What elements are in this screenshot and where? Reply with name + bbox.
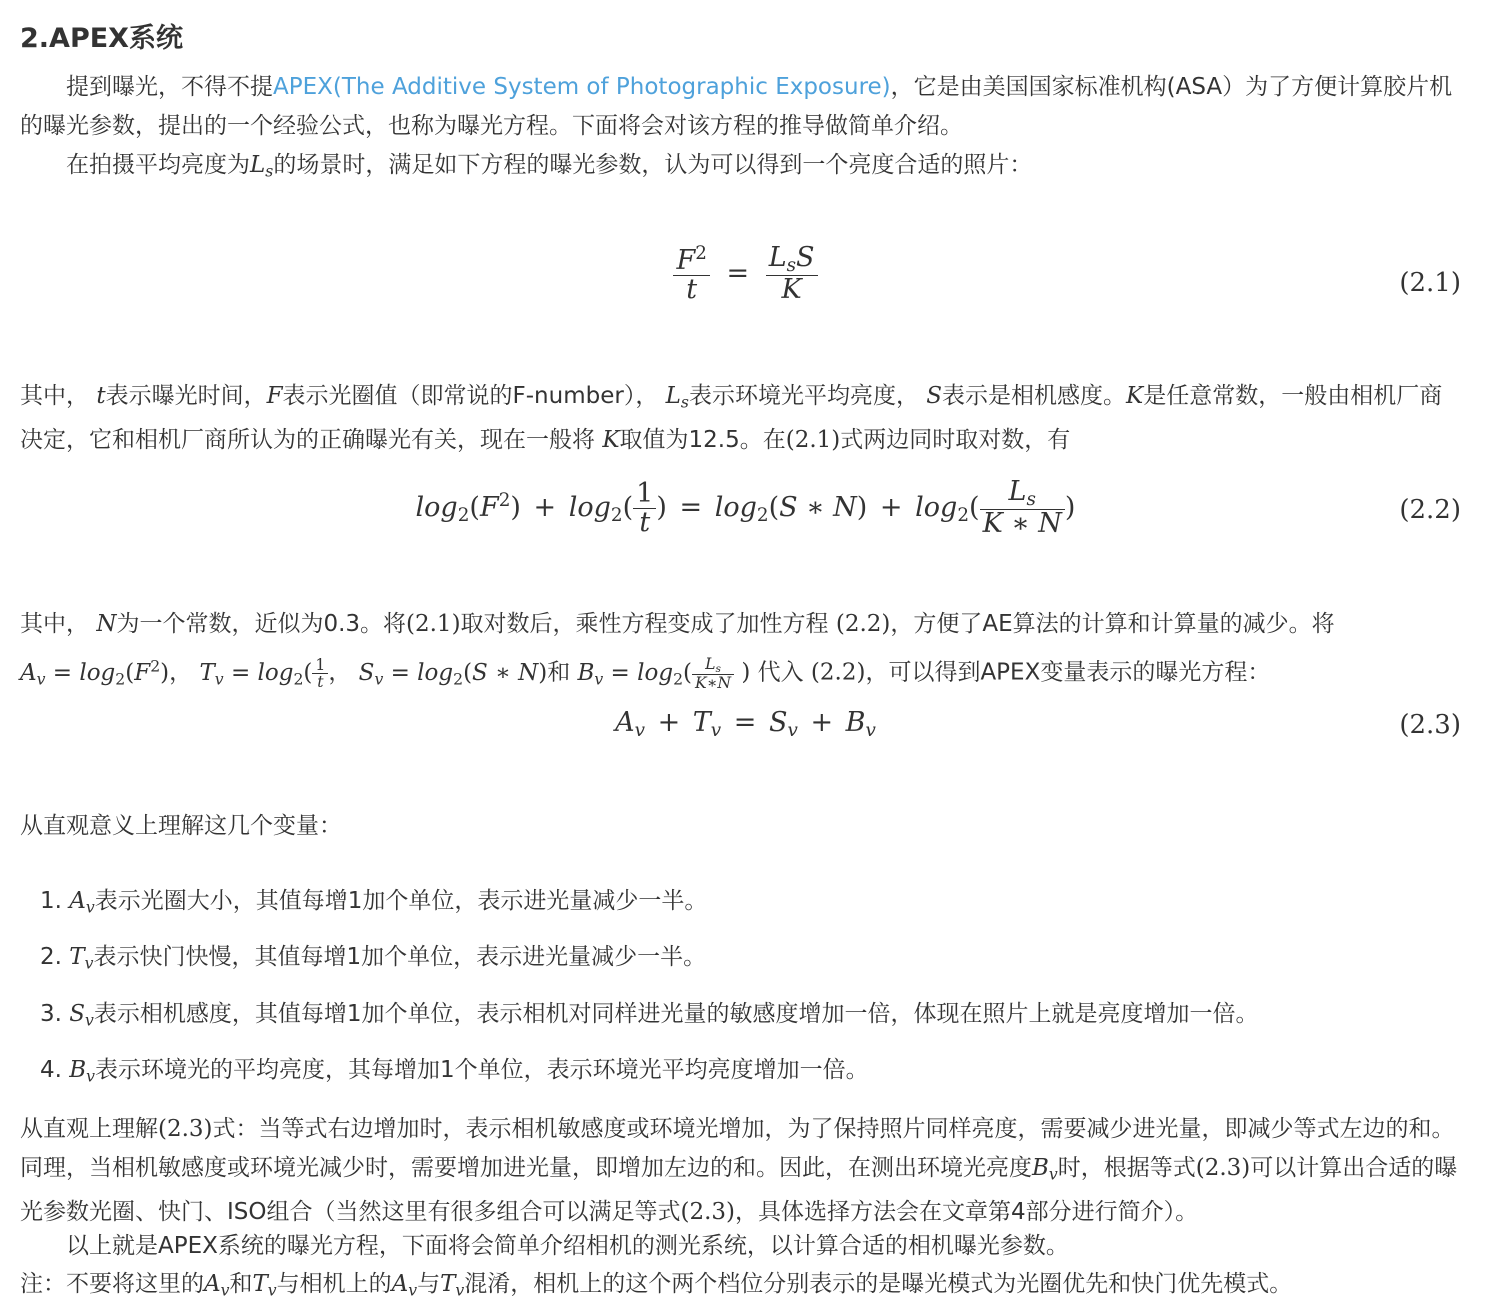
math-k: K xyxy=(602,427,620,454)
math-av-def: $A_v = \log 2(F^2)$ xyxy=(20,656,170,688)
list-item: 2. $T_v$表示快门快慢，其值每增1加个单位，表示进光量减少一半。 xyxy=(40,944,707,973)
math-av: $A_v$ xyxy=(391,1271,418,1300)
math-tv: $T_v$ xyxy=(252,1271,277,1300)
equation-2-2: $\log 2(F^2) + \log 2$( $\frac{1}{t}$ ) = log2(S ∗ N) + log2( $\frac{L_s}{K ∗ N}$ ) xyxy=(415,476,1076,540)
math-ls: $L_s$ xyxy=(250,152,274,181)
equation-ref: (2.1) xyxy=(406,611,461,637)
math-bv: $B_v$ xyxy=(1032,1155,1058,1184)
text: 表示光圈值（即常说的F-number）， xyxy=(282,383,659,409)
list-item-text: 表示光圈大小，其值每增1加个单位，表示进光量减少一半。 xyxy=(94,888,708,914)
text: 时，根据等式 xyxy=(1057,1155,1196,1181)
text: 式：当等式右边增加时，表示相机敏感度或环境光增加，为了保持照片同样亮度，需要减少进光量，即减少等式左边的和。同理，当相机敏感度或环境光减少时，需要增加进光量，即增加左边的和。因此，在测出环境光亮度 xyxy=(20,1116,1455,1181)
equation-2-3: $A_v + T_v = S_v + B_v$ xyxy=(615,707,876,742)
math-t: t xyxy=(96,383,106,409)
list-number: 2. xyxy=(40,944,62,971)
list-number: 3. xyxy=(40,1000,62,1027)
math-n: N xyxy=(96,611,117,637)
intro-text-rest: ，它是由美国国家标准机构(ASA）为了方便计算胶片机的曝光参数，提出的一个经验公式，也称为曝光方程。下面将会对该方程的推导做简单介绍。 xyxy=(20,74,1453,139)
text: 是任意常数，一般由相机厂商决定，它和相机厂商所认为的正确曝光有关，现在一般将 xyxy=(20,383,1443,454)
text: ， xyxy=(328,659,352,686)
list-item: 4. $B_v$表示环境光的平均亮度，其每增加1个单位，表示环境光平均亮度增加一倍。 xyxy=(40,1057,869,1086)
intro-text: 提到曝光，不得不提 xyxy=(66,74,273,100)
interpretation-paragraph xyxy=(20,1110,1465,1232)
math-sv-def: $S_v = \log 2(S$ ∗ N) xyxy=(358,659,548,688)
text: 其中， xyxy=(20,383,89,409)
equation-ref: (2.3) xyxy=(680,1199,736,1226)
math-k: K xyxy=(1126,383,1144,409)
text: 取值为12.5。在 xyxy=(619,427,786,454)
math-f: F xyxy=(266,383,283,409)
frac-lss-k: $\frac{L_sS}{K}$ xyxy=(766,244,818,305)
text: ， xyxy=(169,659,193,686)
variable-list xyxy=(40,876,1460,1102)
text: 和 xyxy=(547,659,571,686)
text: 取对数后，乘性方程变成了加性方程 xyxy=(460,611,829,637)
equation-ref: (2.3) xyxy=(1195,1155,1251,1181)
equation-number-2-1: (2.1) xyxy=(1399,268,1461,298)
text: 表示曝光时间， xyxy=(105,383,267,409)
text: 代入 xyxy=(757,659,804,686)
text: 其中， xyxy=(20,611,89,637)
list-item-text: 表示相机感度，其值每增1加个单位，表示相机对同样进光量的敏感度增加一倍，体现在照片上就是亮度增加一倍。 xyxy=(93,1000,1259,1027)
scene-paragraph xyxy=(20,146,1465,190)
section-heading: 2.APEX系统 xyxy=(20,23,183,54)
list-item: 1. $A_v$表示光圈大小，其值每增1加个单位，表示进光量减少一半。 xyxy=(40,888,708,917)
equation-ref: (2.2) xyxy=(835,611,891,637)
equation-ref: (2.3) xyxy=(158,1116,213,1142)
text: 表示是相机感度。 xyxy=(942,383,1127,409)
definitions-paragraph xyxy=(20,377,1465,460)
equation-number-2-3: (2.3) xyxy=(1399,710,1461,740)
equation-ref: (2.1) xyxy=(785,427,841,454)
note-paragraph xyxy=(20,1265,1465,1309)
equation-number-2-2: (2.2) xyxy=(1399,495,1461,525)
text: 注：不要将这里的 xyxy=(20,1271,204,1297)
apex-variables-paragraph: 其中， N为一个常数，近似为0.3。将(2.1)取对数后，乘性方程变成了加性方程 (2.2)，方便了AE算法的计算和计算量的减少。将 $A_v = \log 2(F^2)$， $T_v = \log 2$( $\frac{1}{t}$ ， $S_v = \log 2(S$ ∗ N)和 $B_v = \log 2$( $\frac{L_s}{K∗N}$ ) 代入 (2.2)，可以得到APEX变量表示的曝光方程： xyxy=(20,611,1335,692)
math-tv: $T_v$ xyxy=(440,1271,465,1300)
text: ，可以得到APEX变量表示的曝光方程： xyxy=(865,659,1271,686)
apex-link[interactable]: APEX(The Additive System of Photographic Exposure) xyxy=(273,74,891,100)
equation-2-1: $\frac{F^2}{t}$ = $\frac{L_sS}{K}$ xyxy=(0,244,1491,305)
text: 和 xyxy=(229,1271,253,1297)
text: 式两边同时取对数，有 xyxy=(840,427,1071,454)
text: 与相机上的 xyxy=(276,1271,392,1297)
text: 为一个常数，近似为0.3。将 xyxy=(116,611,407,637)
math-ls: $L_s$ xyxy=(665,383,689,412)
intuition-paragraph: 从直观意义上理解这几个变量： xyxy=(20,813,342,839)
list-number: 4. xyxy=(40,1057,62,1084)
text: 表示环境光平均亮度， xyxy=(688,383,919,409)
scene-text-rest: 的场景时，满足如下方程的曝光参数，认为可以得到一个亮度合适的照片： xyxy=(273,152,1033,178)
list-item-text: 表示环境光的平均亮度，其每增加1个单位，表示环境光平均亮度增加一倍。 xyxy=(95,1057,869,1084)
text: 从直观上理解 xyxy=(20,1116,158,1142)
list-item-text: 表示快门快慢，其值每增1加个单位，表示进光量减少一半。 xyxy=(93,944,707,971)
text: 与 xyxy=(417,1271,441,1297)
list-item: 3. $S_v$表示相机感度，其值每增1加个单位，表示相机对同样进光量的敏感度增加一倍，体现在照片上就是亮度增加一倍。 xyxy=(40,1000,1259,1030)
frac-f2-t: $\frac{F^2}{t}$ xyxy=(673,244,709,305)
math-av: $A_v$ xyxy=(204,1271,230,1300)
summary-paragraph: 以上就是APEX系统的曝光方程，下面将会简单介绍相机的测光系统，以计算合适的相机曝光参数。 xyxy=(66,1233,1069,1259)
text: 可以计算出合适的曝光参数光圈、快门、ISO组合（当然这里有很多组合可以满足等式 xyxy=(20,1155,1458,1226)
text: ，具体选择方法会在文章第4部分进行简介）。 xyxy=(735,1199,1199,1226)
text: 混淆，相机上的这个两个档位分别表示的是曝光模式为光圈优先和快门优先模式。 xyxy=(464,1271,1293,1297)
math-tv-def: $T_v = \log 2$( $\frac{1}{t}$ xyxy=(199,660,328,686)
math-bv-def: $B_v = \log 2$( $\frac{L_s}{K∗N}$ xyxy=(578,660,735,686)
text: ，方便了AE算法的计算和计算量的减少。将 xyxy=(890,611,1335,637)
intro-paragraph xyxy=(20,68,1465,146)
equation-ref: (2.2) xyxy=(810,659,866,686)
scene-text: 在拍摄平均亮度为 xyxy=(66,152,250,178)
list-number: 1. xyxy=(40,888,62,914)
math-s: S xyxy=(926,383,943,409)
